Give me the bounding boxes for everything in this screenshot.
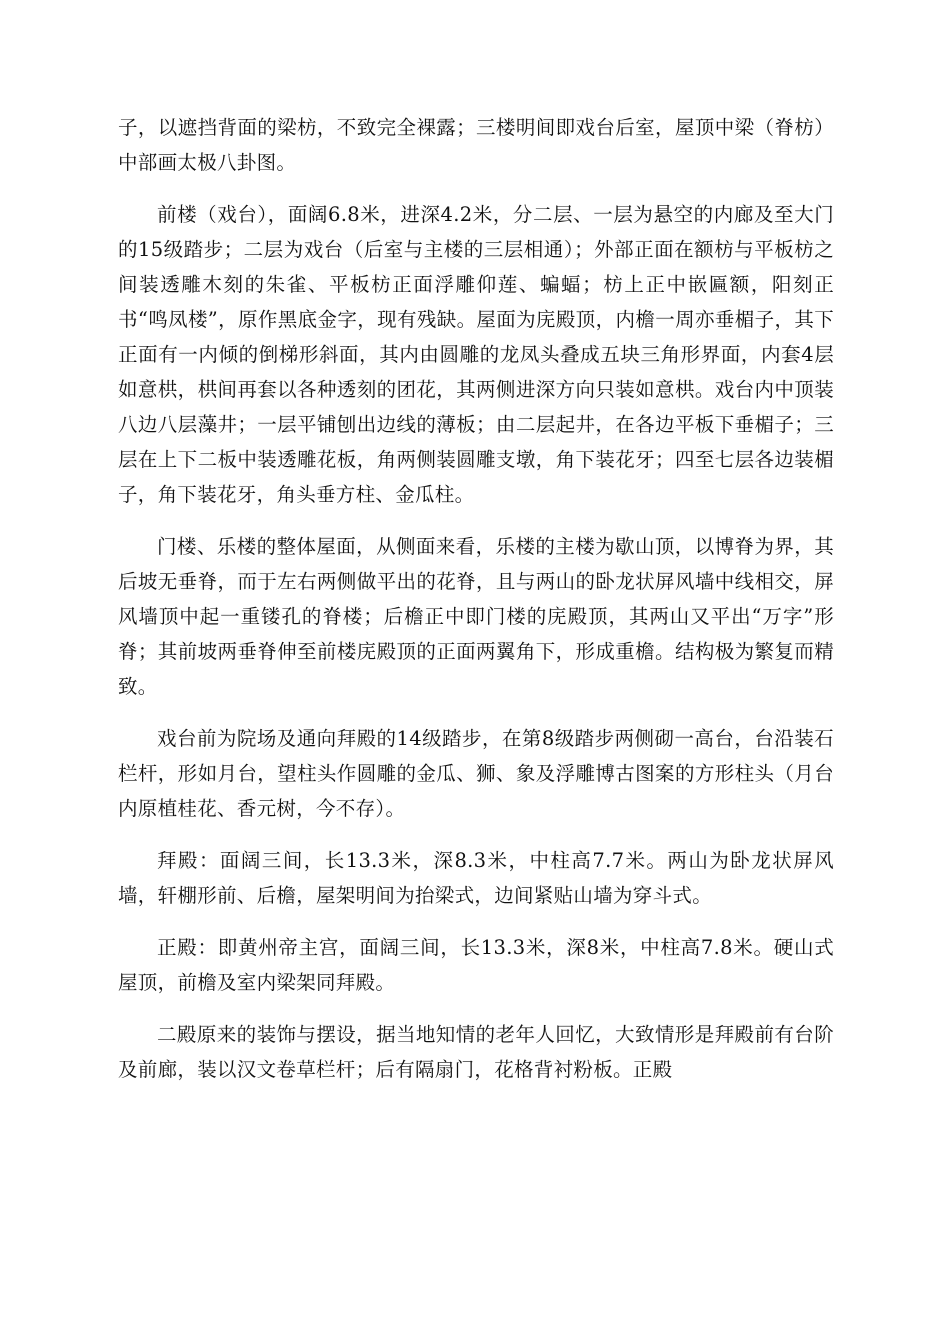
paragraph-roof-structure: 门楼、乐楼的整体屋面，从侧面来看，乐楼的主楼为歇山顶，以博脊为界，其后坡无垂脊，而于左右两侧做平出的花脊，且与两山的卧龙状屏风墙中线相交，屏风墙顶中起一重镂孔的脊楼；后檐正中即门楼的庑殿顶，其两山又平出“万字”形脊；其前坡两垂脊伸至前楼庑殿顶的正面两翼角下，形成重檐。结构极为繁复而精致。	[118, 535, 834, 698]
paragraph-front-building: 前楼（戏台），面阔6.8米，进深4.2米，分二层、一层为悬空的内廊及至大门的15级踏步；二层为戏台（后室与主楼的三层相通）；外部正面在额枋与平板枋之间装透雕木刻的朱雀、平板枋正面浮雕仰莲、蝙蝠；枋上正中嵌匾额，阳刻正书“鸣凤楼”，原作黑底金字，现有残缺。屋面为庑殿顶，内檐一周亦垂楣子，其下正面有一内倾的倒梯形斜面，其内由圆雕的龙凤头叠成五块三角形界面，内套4层如意栱，栱间再套以各种透刻的团花，其两侧进深方向只装如意栱。戏台内中顶装八边八层藻井；一层平铺刨出边线的薄板；由二层起井，在各边平板下垂楣子；三层在上下二板中装透雕花板，角两侧装圆雕支墩，角下装花牙；四至七层各边装楣子，角下装花牙，角头垂方柱、金瓜柱。	[118, 203, 834, 506]
paragraph-courtyard: 戏台前为院场及通向拜殿的14级踏步，在第8级踏步两侧砌一高台，台沿装石栏杆，形如月台，望柱头作圆雕的金瓜、狮、象及浮雕博古图案的方形柱头（月台内原植桂花、香元树，今不存）。	[118, 727, 834, 820]
document-body	[118, 110, 834, 1104]
paragraph-worship-hall: 拜殿：面阔三间，长13.3米，深8.3米，中柱高7.7米。两山为卧龙状屏风墙，轩棚形前、后檐，屋架明间为抬梁式，边间紧贴山墙为穿斗式。	[118, 849, 834, 907]
paragraph-continuation: 子，以遮挡背面的梁枋，不致完全裸露；三楼明间即戏台后室，屋顶中梁（脊枋）中部画太极八卦图。	[118, 116, 834, 174]
paragraph-decoration: 二殿原来的装饰与摆设，据当地知情的老年人回忆，大致情形是拜殿前有台阶及前廊，装以汉文卷草栏杆；后有隔扇门，花格背衬粉板。正殿	[118, 1023, 834, 1081]
paragraph-main-hall: 正殿：即黄州帝主宫，面阔三间，长13.3米，深8米，中柱高7.8米。硬山式屋顶，前檐及室内梁架同拜殿。	[118, 936, 834, 994]
